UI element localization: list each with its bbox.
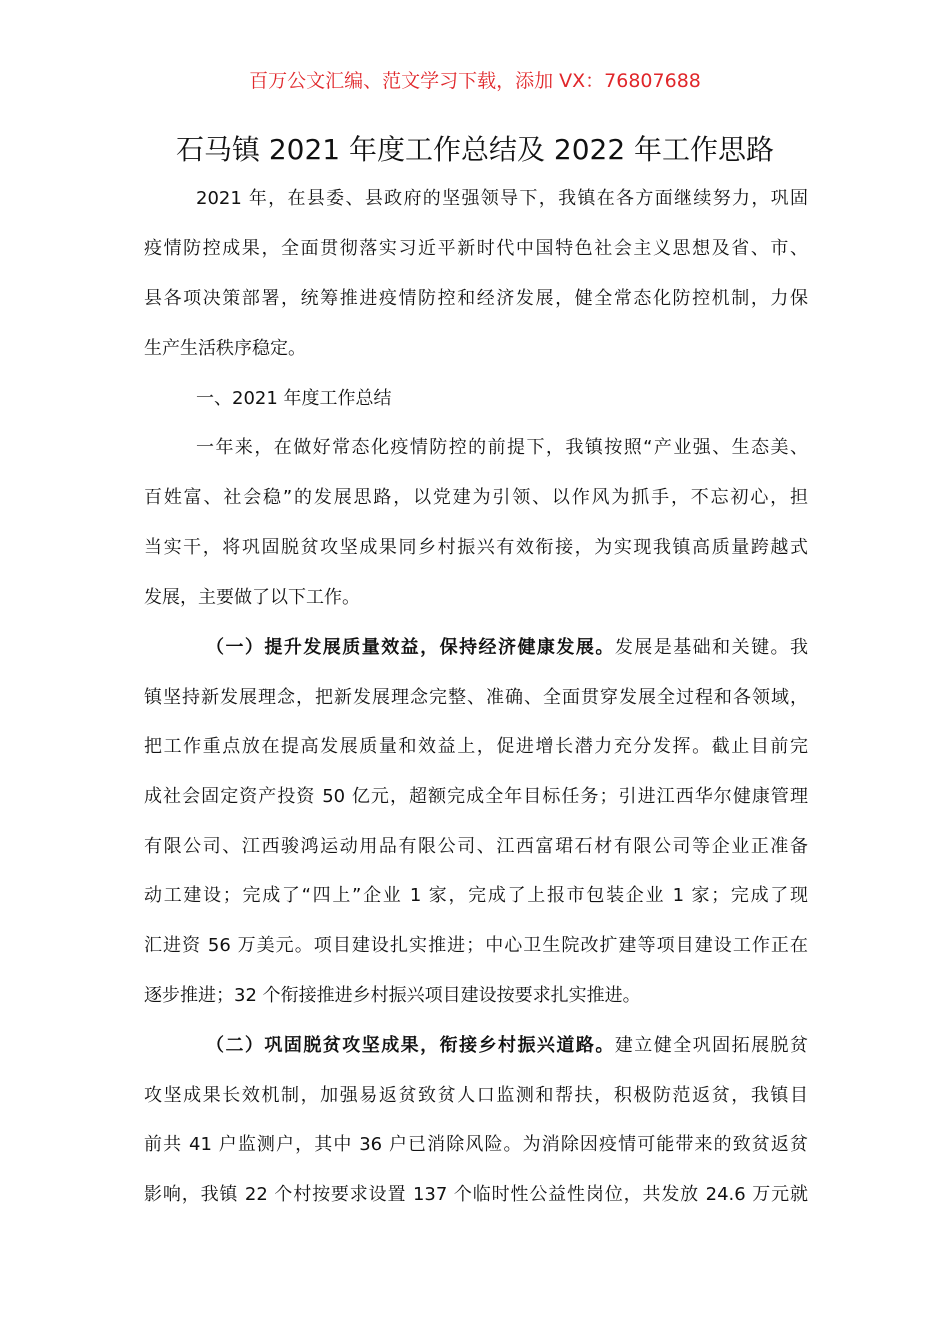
paragraph-line: 一年来，在做好常态化疫情防控的前提下，我镇按照“产业强、生态美、: [196, 437, 808, 458]
subheading: （二）巩固脱贫攻坚成果，衔接乡村振兴道路。: [206, 1035, 615, 1056]
paragraph-line: 汇进资 56 万美元。项目建设扎实推进；中心卫生院改扩建等项目建设工作正在: [144, 935, 808, 956]
subheading: （一）提升发展质量效益，保持经济健康发展。: [206, 637, 615, 658]
paragraph-line: （一）提升发展质量效益，保持经济健康发展。发展是基础和关键。我: [206, 637, 809, 658]
paragraph-line: 生产生活秩序稳定。: [144, 338, 306, 359]
paragraph-line: 成社会固定资产投资 50 亿元，超额完成全年目标任务；引进江西华尔健康管理: [144, 786, 808, 807]
paragraph-line: 前共 41 户监测户，其中 36 户已消除风险。为消除因疫情可能带来的致贫返贫: [144, 1134, 808, 1155]
paragraph-line: 发展，主要做了以下工作。: [144, 587, 360, 608]
paragraph-line: 有限公司、江西骏鸿运动用品有限公司、江西富珺石材有限公司等企业正准备: [144, 836, 808, 857]
paragraph-line: 把工作重点放在提高发展质量和效益上，促进增长潜力充分发挥。截止目前完: [144, 736, 808, 757]
paragraph-line: 百姓富、社会稳”的发展思路，以党建为引领、以作风为抓手，不忘初心，担: [144, 487, 808, 508]
paragraph-line: 疫情防控成果，全面贯彻落实习近平新时代中国特色社会主义思想及省、市、: [144, 238, 808, 259]
paragraph-line: 攻坚成果长效机制，加强易返贫致贫人口监测和帮扶，积极防范返贫，我镇目: [144, 1085, 808, 1106]
paragraph-line: 当实干，将巩固脱贫攻坚成果同乡村振兴有效衔接，为实现我镇高质量跨越式: [144, 537, 808, 558]
paragraph-line: 镇坚持新发展理念，把新发展理念完整、准确、全面贯穿发展全过程和各领域，: [144, 687, 808, 708]
paragraph-line: 2021 年，在县委、县政府的坚强领导下，我镇在各方面继续努力，巩固: [196, 188, 808, 209]
document-title: 石马镇 2021 年度工作总结及 2022 年工作思路: [175, 133, 775, 166]
paragraph-line: 逐步推进；32 个衔接推进乡村振兴项目建设按要求扎实推进。: [144, 985, 641, 1006]
paragraph-line: 县各项决策部署，统筹推进疫情防控和经济发展，健全常态化防控机制，力保: [144, 288, 808, 309]
paragraph-line: （二）巩固脱贫攻坚成果，衔接乡村振兴道路。建立健全巩固拓展脱贫: [206, 1035, 809, 1056]
watermark-banner: 百万公文汇编、范文学习下载，添加 VX：76807688: [249, 70, 701, 92]
paragraph-line: 动工建设；完成了“四上”企业 1 家，完成了上报市包装企业 1 家；完成了现: [144, 885, 808, 906]
section-heading: 一、2021 年度工作总结: [196, 388, 392, 409]
paragraph-line: 影响，我镇 22 个村按要求设置 137 个临时性公益性岗位，共发放 24.6 万元就: [144, 1184, 808, 1205]
